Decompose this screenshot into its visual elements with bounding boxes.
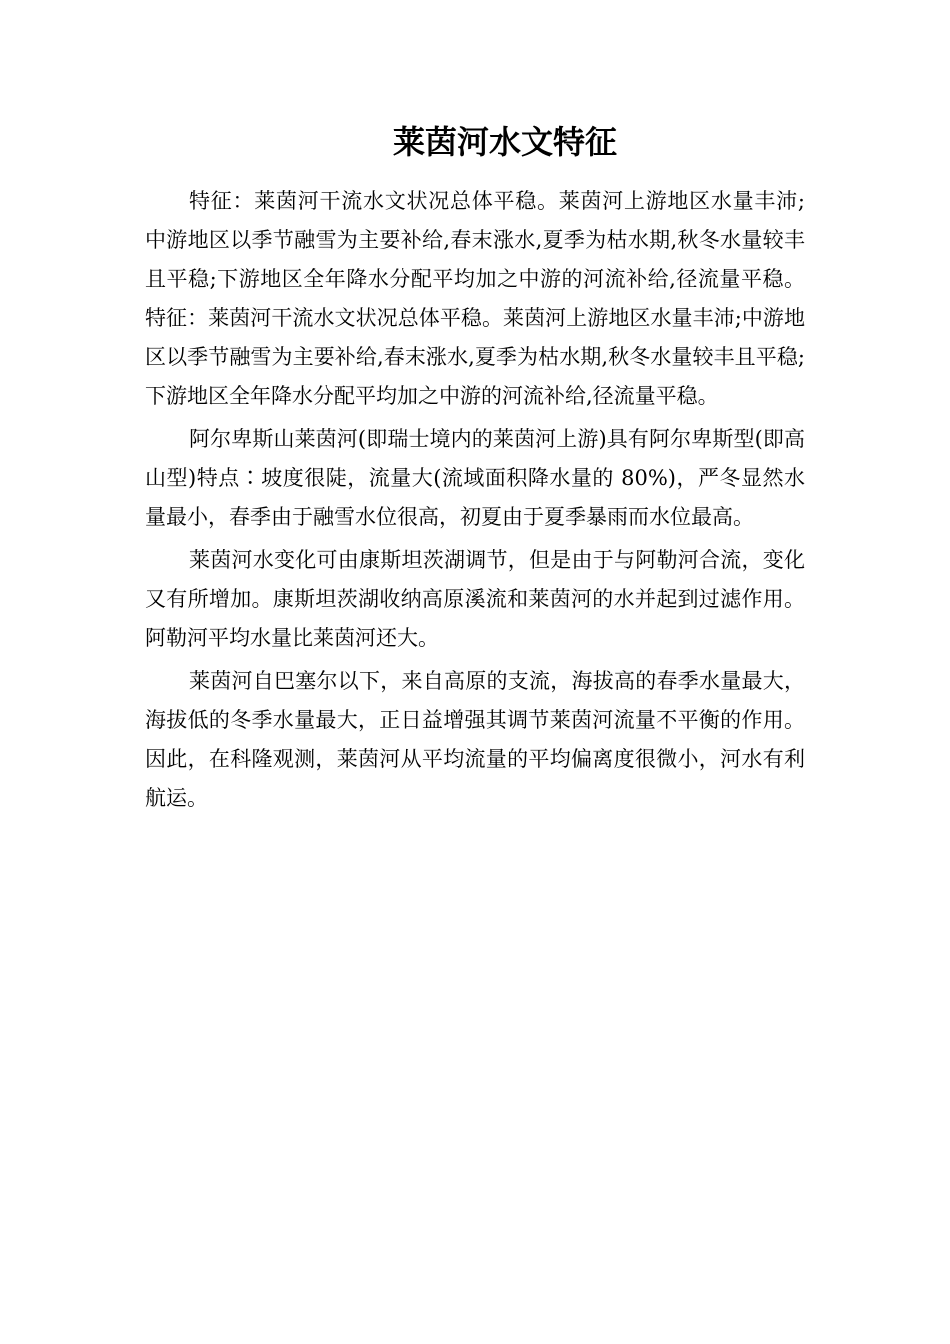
document-body <box>145 182 805 822</box>
paragraph-hydrology-features: 特征：莱茵河干流水文状况总体平稳。莱茵河上游地区水量丰沛;中游地区以季节融雪为主要补给,春末涨水,夏季为枯水期,秋冬水量较丰且平稳;下游地区全年降水分配平均加之中游的河流补给,径流量平稳。特征：莱茵河干流水文状况总体平稳。莱茵河上游地区水量丰沛;中游地区以季节融雪为主要补给,春末涨水,夏季为枯水期,秋冬水量较丰且平稳;下游地区全年降水分配平均加之中游的河流补给,径流量平稳。 <box>145 189 805 408</box>
paragraph-lake-constance: 莱茵河水变化可由康斯坦茨湖调节，但是由于与阿勒河合流，变化又有所增加。康斯坦茨湖收纳高原溪流和莱茵河的水并起到过滤作用。阿勒河平均水量比莱茵河还大。 <box>145 548 805 650</box>
document-title: 莱茵河水文特征 <box>392 123 617 161</box>
paragraph-below-basel: 莱茵河自巴塞尔以下，来自高原的支流，海拔高的春季水量最大，海拔低的冬季水量最大，正日益增强其调节莱茵河流量不平衡的作用。因此，在科隆观测，莱茵河从平均流量的平均偏离度很微小，河水有利航运。 <box>145 669 805 810</box>
paragraph-alpine-rhine: 阿尔卑斯山莱茵河(即瑞士境内的莱茵河上游)具有阿尔卑斯型(即高山型)特点∶坡度很陡，流量大(流域面积降水量的 80%)，严冬显然水量最小，春季由于融雪水位很高，初夏由于夏季暴雨而水位最高。 <box>145 427 805 529</box>
